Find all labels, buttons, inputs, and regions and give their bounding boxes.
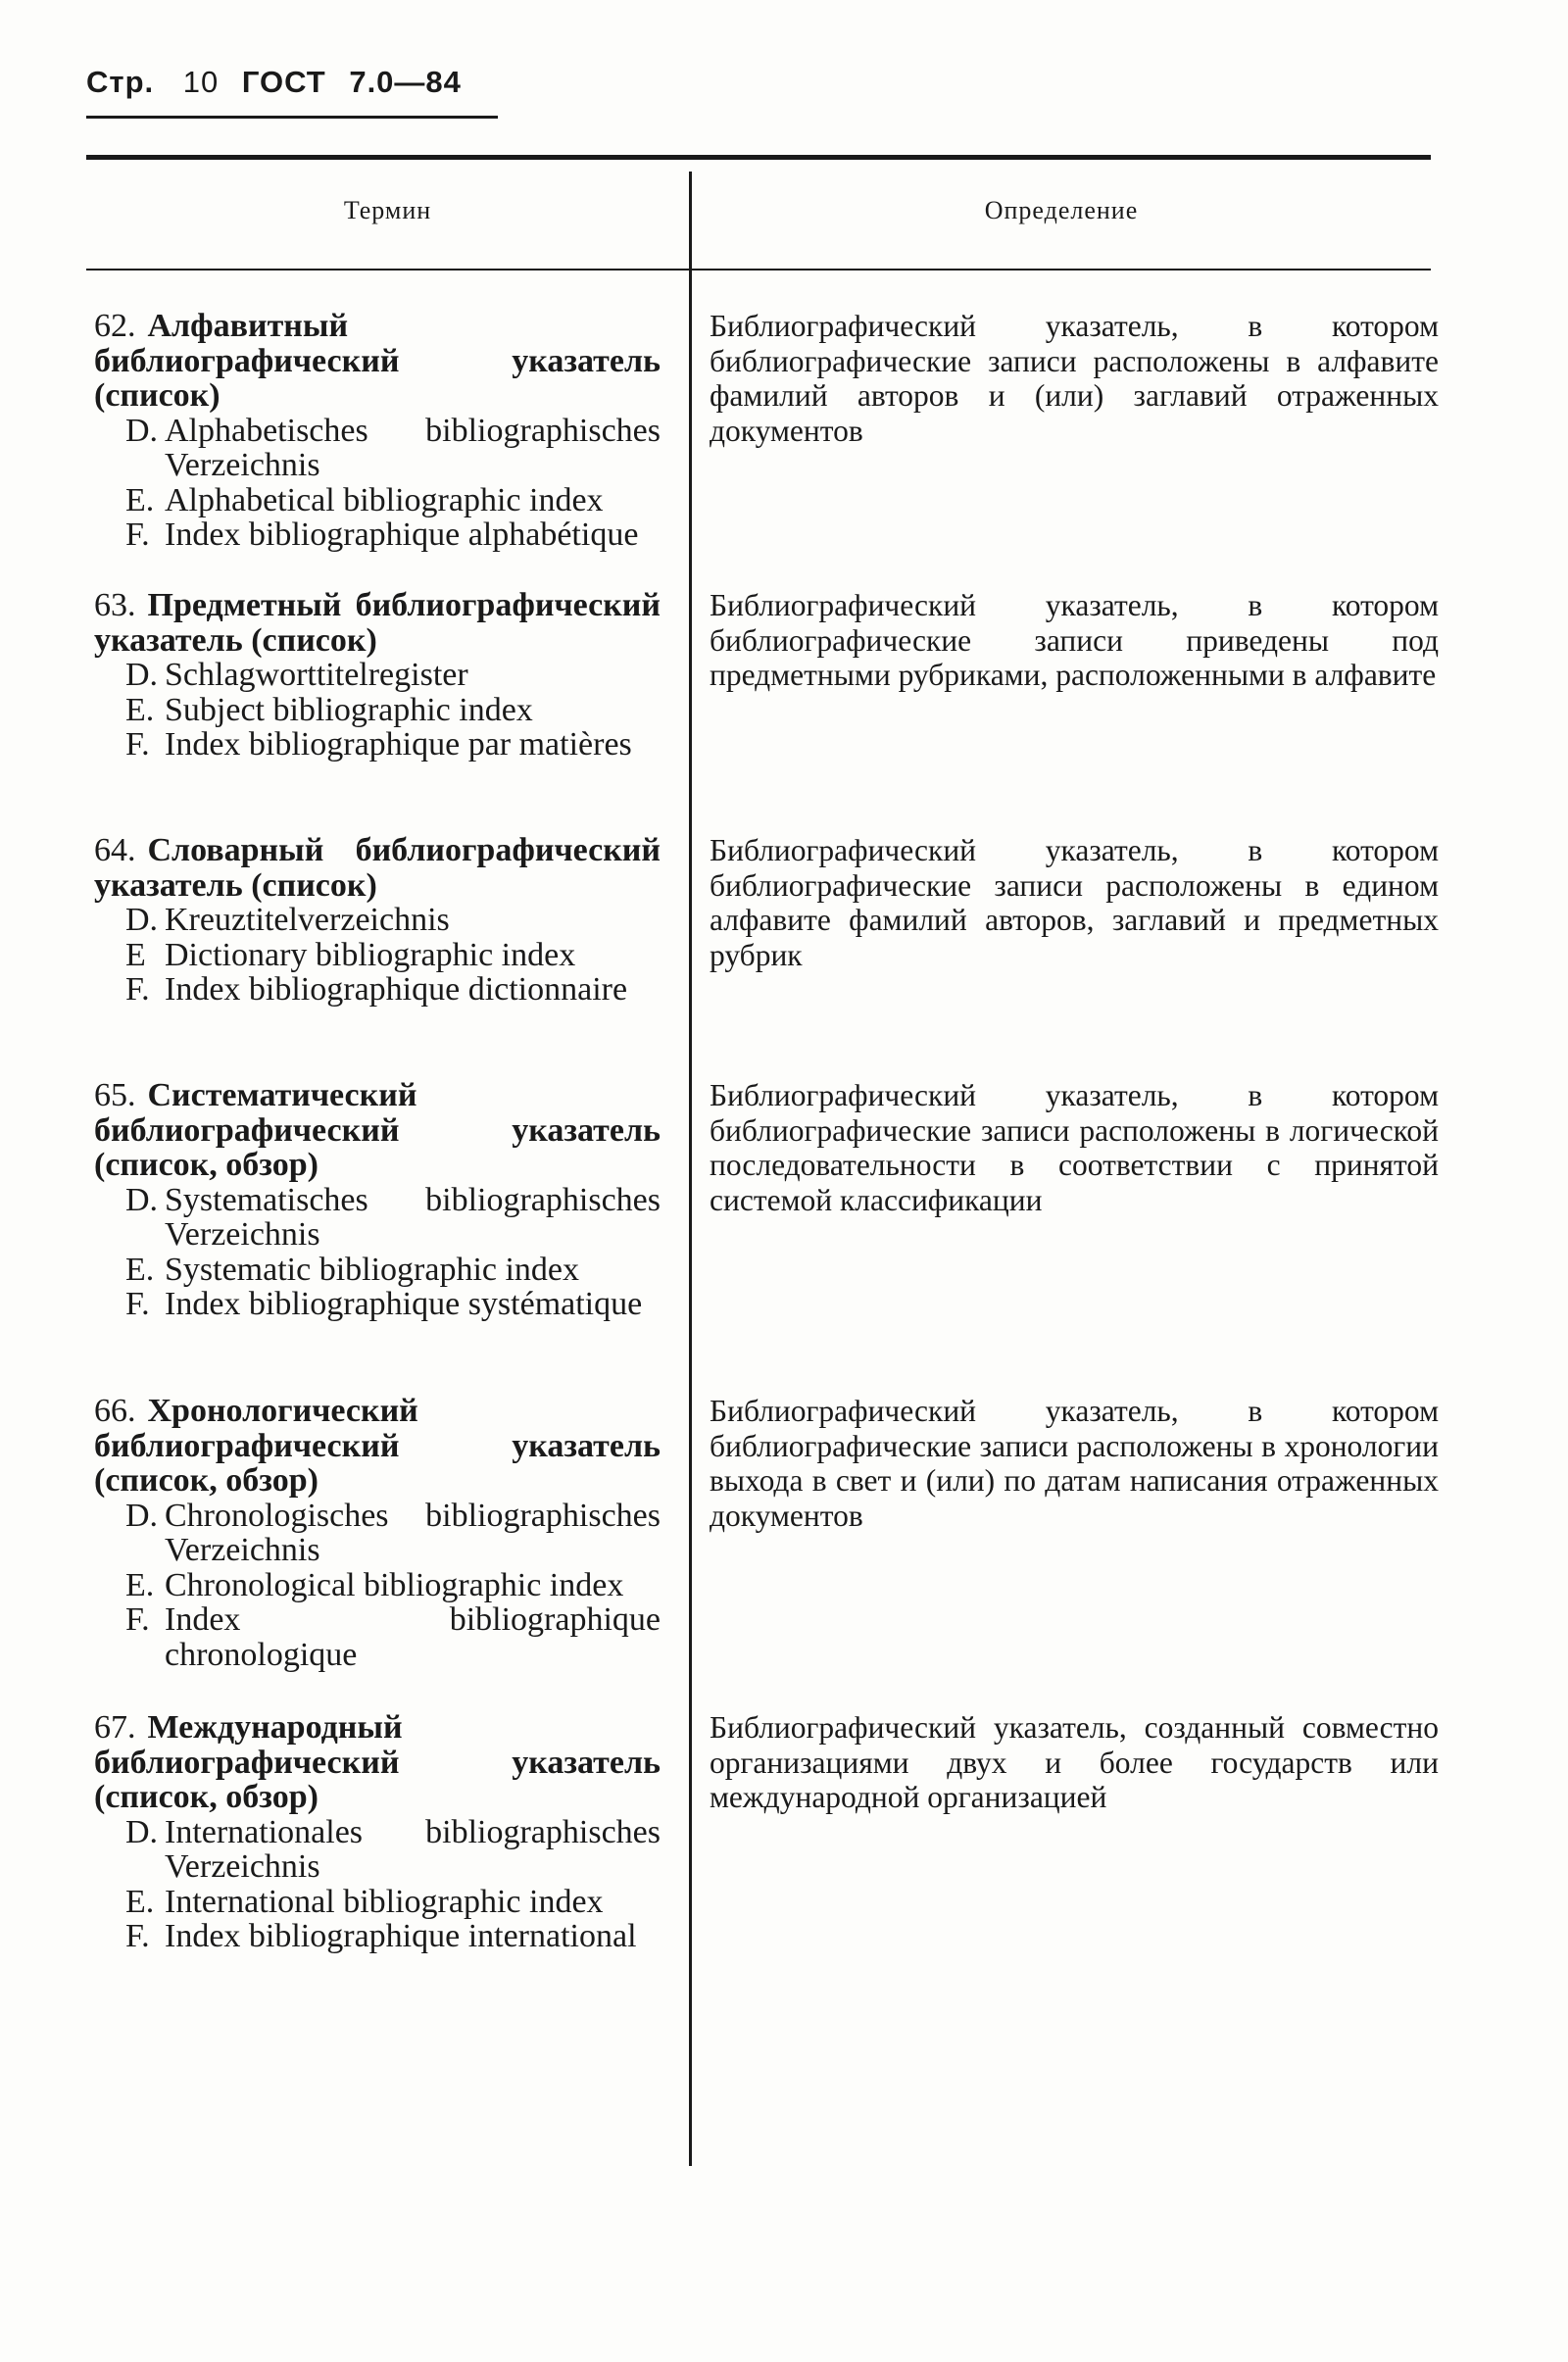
lang-code: E. [125,1566,155,1603]
translation-text: Dictionary bibliographic index [165,936,576,973]
translation-fr [94,1287,661,1322]
term-cell [94,833,661,1008]
translation-text: Systematisches bibliographisches Verzeichnis [165,1181,661,1253]
definition-cell: Библиографический указатель, в котором библиографические записи расположены в хронологии выхода в свет и (или) по датам написания отраженных документов [710,1394,1439,1533]
lang-code: D. [125,412,159,449]
term-title [94,833,661,903]
term-title [94,1394,661,1499]
definition-cell: Библиографический указатель, в котором библиографические записи расположены в едином алфавите фамилий авторов, заглавий и предметных рубрик [710,833,1439,972]
lang-code: E [125,936,146,973]
column-header-term: Термин [343,196,432,224]
term-name: Алфавитный библиографический указатель (список) [94,308,661,414]
translation-text: Schlagworttitelregister [165,657,468,693]
table-header-rule [86,269,1431,271]
translation-de [94,414,661,483]
translation-text: Chronologisches bibliographisches Verzeichnis [165,1497,661,1568]
translation-text: Index bibliographique chronologique [165,1601,661,1673]
translation-text: Index bibliographique international [165,1918,637,1954]
term-title [94,1710,661,1815]
lang-code: F. [125,1286,150,1322]
term-name: Словарный библиографический указатель (список) [94,832,661,904]
definition-cell: Библиографический указатель, в котором библиографические записи расположены в алфавите фамилий авторов и (или) заглавий отраженных документов [710,309,1439,448]
lang-code: D. [125,1813,159,1850]
column-header-definition: Определение [984,196,1139,224]
translation-en [94,483,661,518]
translation-fr [94,517,661,553]
translation-de [94,1499,661,1568]
translation-fr [94,1602,661,1672]
lang-code: F. [125,1918,150,1954]
lang-code: F. [125,726,150,763]
translation-text: Kreuztitelverzeichnis [165,902,450,938]
translation-text: Systematic bibliographic index [165,1251,580,1288]
term-cell [94,1078,661,1322]
translation-en [94,1253,661,1288]
term-cell [94,588,661,763]
translation-text: Index bibliographique dictionnaire [165,971,628,1008]
translation-en [94,938,661,973]
translation-fr [94,1919,661,1954]
column-divider [689,172,692,2166]
translation-en [94,1885,661,1920]
translation-de [94,903,661,938]
term-number: 63. [94,587,136,623]
lang-code: F. [125,1601,150,1638]
lang-code: E. [125,481,155,518]
term-cell [94,309,661,553]
lang-code: F. [125,517,150,553]
translation-text: Index bibliographique par matières [165,726,632,763]
translation-de [94,1183,661,1253]
term-number: 62. [94,308,136,344]
translation-text: Index bibliographique alphabétique [165,517,639,553]
term-name: Систематический библиографический указатель (список, обзор) [94,1077,661,1183]
lang-code: E. [125,1883,155,1920]
page-header [86,65,462,100]
translation-text: Alphabetisches bibliographisches Verzeichnis [165,412,661,483]
translation-text: Chronological bibliographic index [165,1566,624,1603]
table-top-rule [86,155,1431,160]
translation-en [94,1568,661,1603]
translation-text: Internationales bibliographisches Verzeichnis [165,1813,661,1885]
lang-code: D. [125,1181,159,1218]
term-number: 67. [94,1709,136,1746]
standard-code: 7.0—84 [349,65,462,99]
term-name: Предметный библиографический указатель (список) [94,587,661,659]
translation-de [94,1815,661,1885]
lang-code: D. [125,902,159,938]
lang-code: E. [125,691,155,728]
header-rule [86,116,498,119]
term-title [94,1078,661,1183]
definition-cell: Библиографический указатель, в котором библиографические записи приведены под предметными рубриками, расположенными в алфавите [710,588,1439,692]
lang-code: F. [125,971,150,1008]
translation-text: International bibliographic index [165,1883,604,1920]
translation-de [94,658,661,693]
translation-text: Alphabetical bibliographic index [165,481,604,518]
lang-code: E. [125,1251,155,1288]
term-name: Хронологический библиографический указатель (список, обзор) [94,1393,661,1499]
term-name: Международный библиографический указатель (список, обзор) [94,1709,661,1815]
term-title [94,309,661,414]
standard-name: ГОСТ [241,65,326,99]
term-number: 65. [94,1077,136,1113]
translation-fr [94,727,661,763]
definition-cell: Библиографический указатель, в котором библиографические записи расположены в логической последовательности в соответствии с принятой системой классификации [710,1078,1439,1217]
translation-en [94,693,661,728]
lang-code: D. [125,657,159,693]
page-number: 10 [182,65,220,99]
translation-fr [94,972,661,1008]
term-number: 64. [94,832,136,868]
definition-cell: Библиографический указатель, созданный совместно организациями двух и более государств или международной организацией [710,1710,1439,1814]
term-cell [94,1394,661,1672]
lang-code: D. [125,1497,159,1534]
translation-text: Index bibliographique systématique [165,1286,643,1322]
term-number: 66. [94,1393,136,1429]
translation-text: Subject bibliographic index [165,691,533,728]
term-title [94,588,661,658]
page-label: Стр. [86,65,155,99]
term-cell [94,1710,661,1954]
